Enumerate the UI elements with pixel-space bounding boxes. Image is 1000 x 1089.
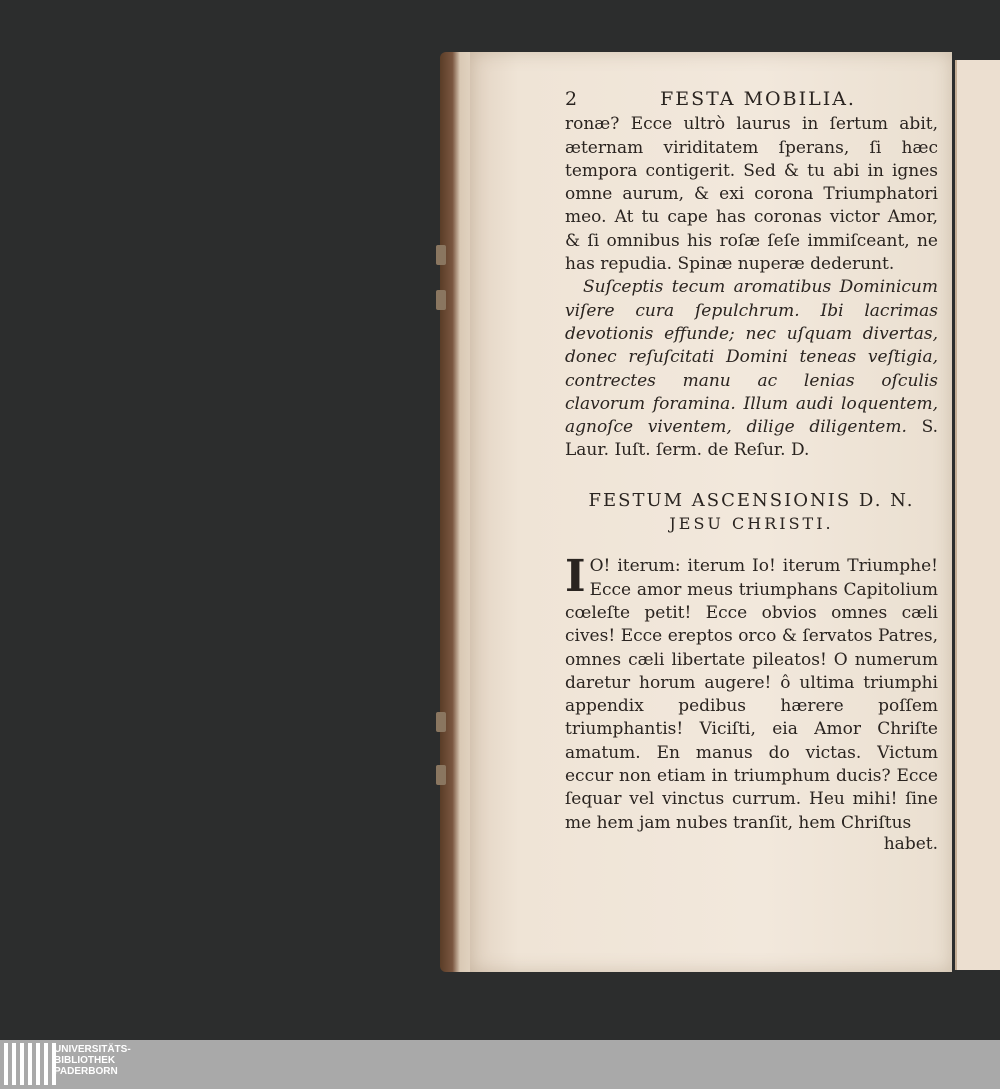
running-head-title: FESTA MOBILIA. [660,88,856,110]
section-subtitle: JESU CHRISTI. [669,514,834,534]
paragraph-1: ronæ? Ecce ultrò laurus in ſertum abit, æternam viriditatem ſperans, ſi hæc tempora contigerit. Sed & tu abi in ignes omne aurum, & exi corona Triumphatori meo. At tu cape has coronas victor Amor, & ſi omnibus his roſæ ſeſe immiſceant, ne has repudia. Spinæ nuperæ dederunt. [565,114,938,275]
paragraph-2-quote: Suſceptis tecum aromatibus Dominicum viſere cura ſepulchrum. Ibi lacrimas devotionis effunde; nec uſquam divertas, donec reſuſcitati Domini teneas veſtigia, contrectes manu ac lenias oſculis clavorum foramina. Illum audi loquentem, agnoſce viventem, dilige diligentem. [565,277,938,438]
binding-clasp [436,245,446,265]
footer-bar [0,1040,1000,1089]
section-title: FESTUM ASCENSIONIS D. N. [588,489,915,511]
paragraph-2-source: S. Laur. Iuſt. ſerm. de Reſur. D. [565,417,939,461]
paragraph-3-text: O! iterum: iterum Io! iterum Triumphe! Ecce amor meus triumphans Capitolium cœleſte petit! Ecce obvios omnes cæli cives! Ecce ereptos orco & ſervatos Patres, omnes cæli libertate pileatos! O numerum daretur horum augere! ô ultima triumphi appendix pedibus hærere poſſem triumphantis! Viciſti, eia Amor Chriſte amatum. En manus do victas. Victum eccur non etiam in triumphum ducis? Ecce ſequar vel vinctus currum. Heu mihi! ſine me hem jam nubes tranſit, hem Chriſtus [565,556,938,833]
logo-line-1: UNIVERSITÄTS- [54,1044,131,1055]
binding-clasp [436,765,446,785]
running-header [565,88,938,111]
binding-clasp [436,290,446,310]
logo-line-3: PADERBORN [54,1066,118,1077]
paragraph-2 [565,276,938,462]
paragraph-3 [565,551,938,835]
catchword: habet. [883,833,938,854]
library-logo-text [54,1044,131,1077]
library-logo-icon [4,1043,56,1085]
binding-clasp [436,712,446,732]
facing-page-edge [955,60,1000,970]
drop-capital: I [565,551,586,603]
logo-line-2: BIBLIOTHEK [54,1055,116,1066]
page-text [565,88,938,856]
page-number: 2 [565,88,579,110]
